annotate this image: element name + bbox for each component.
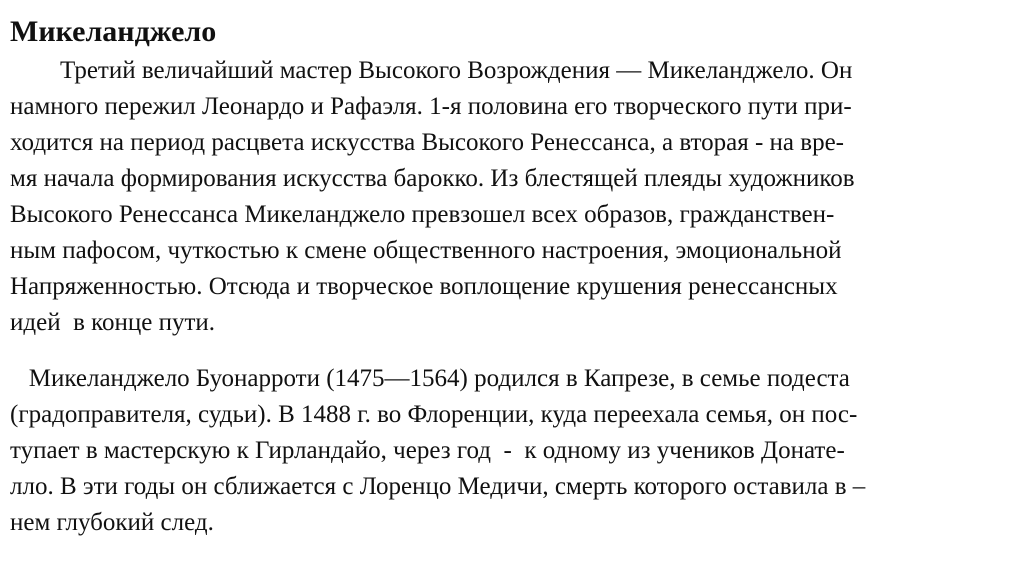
text-line: тупает в мастерскую к Гирландайо, через год - к одному из учеников Донате- (10, 437, 845, 464)
slide-title: Микеланджело (10, 15, 217, 48)
text-line: мя начала формирования искусства барокко. Из блестящей плеяды художников (10, 165, 855, 192)
text-line: нем глубокий след. (10, 509, 214, 536)
text-line: намного пережил Леонардо и Рафаэля. 1-я половина его творческого пути при- (10, 93, 852, 120)
text-line: ным пафосом, чуткостью к смене общественного настроения, эмоциональной (10, 237, 842, 264)
paragraph-intro (10, 53, 1020, 341)
paragraph-biography (10, 361, 1020, 541)
text-line: лло. В эти годы он сближается с Лоренцо Медичи, смерть которого оставила в – (10, 473, 866, 500)
text-line: Высокого Ренессанса Микеланджело превзошел всех образов, гражданствен- (10, 201, 835, 228)
text-line: ходится на период расцвета искусства Высокого Ренессанса, а вторая - на вре- (10, 129, 844, 156)
text-line: идей в конце пути. (10, 309, 216, 336)
text-line: Напряженностью. Отсюда и творческое воплощение крушения ренессансных (10, 273, 838, 300)
text-line: Третий величайший мастер Высокого Возрождения — Микеланджело. Он (10, 57, 853, 84)
text-line: (градоправителя, судьи). В 1488 г. во Флоренции, куда переехала семья, он пос- (10, 401, 858, 428)
text-line: Микеланджело Буонарроти (1475—1564) родился в Капрезе, в семье подеста (10, 365, 850, 392)
